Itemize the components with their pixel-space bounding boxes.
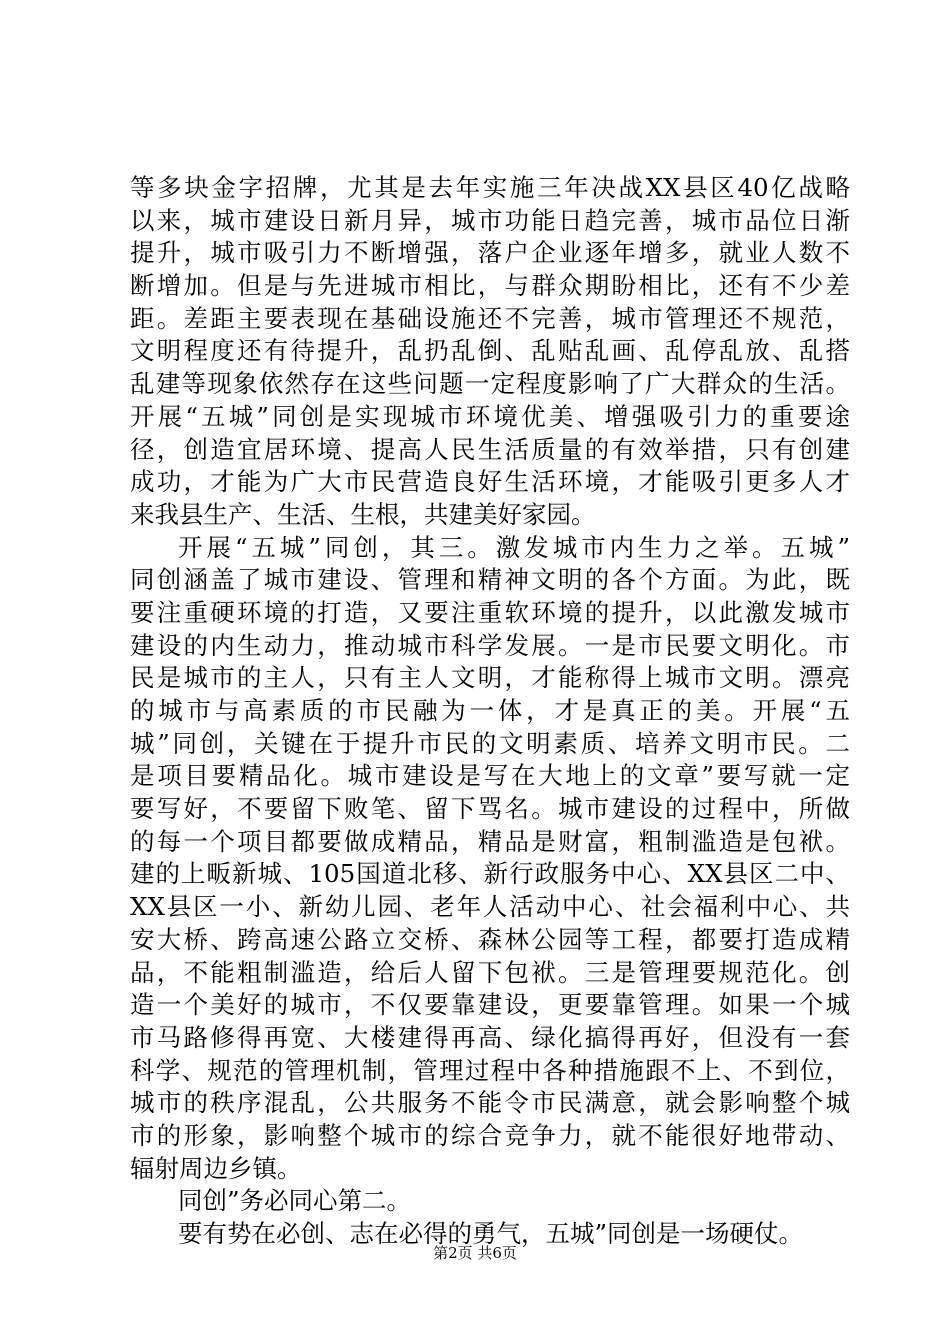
text-line: 安大桥、跨高速公路立交桥、森林公园等工程，都要打造成精 [130,924,850,954]
paragraph [130,532,850,1186]
text-line: 开展“五城”同创，其三。激发城市内生力之举。五城” [178,532,850,562]
text-line: 同创涵盖了城市建设、管理和精神文明的各个方面。为此，既 [130,565,850,595]
text-line: 建的上畈新城、105国道北移、新行政服务中心、XX县区二中、 [130,859,850,889]
paragraph [130,1185,850,1218]
text-line: 来我县生产、生活、生根，共建美好家园。 [130,499,596,529]
text-line: 断增加。但是与先进城市相比，与群众期盼相比，还有不少差 [130,271,850,301]
text-line: 城市的秩序混乱，公共服务不能令市民满意，就会影响整个城 [130,1088,850,1118]
text-line: 市的形象，影响整个城市的综合竞争力，就不能很好地带动、 [130,1120,850,1150]
text-line: 提升，城市吸引力不断增强，落户企业逐年增多，就业人数不 [130,238,850,268]
text-line: 以来，城市建设日新月异，城市功能日趋完善，城市品位日渐 [130,205,850,235]
text-line: 的城市与高素质的市民融为一体，才是真正的美。开展“五 [130,696,850,725]
page-footer [0,1243,950,1263]
document-body [130,172,850,1251]
text-line: 市马路修得再宽、大楼建得再高、绿化搞得再好，但没有一套 [130,1022,850,1052]
text-line: 民是城市的主人，只有主人文明，才能称得上城市文明。漂亮 [130,663,850,693]
text-line: 品，不能粗制滥造，给后人留下包袱。三是管理要规范化。创 [130,957,850,987]
text-line: 距。差距主要表现在基础设施还不完善，城市管理还不规范， [130,303,850,333]
text-line: 等多块金字招牌，尤其是去年实施三年决战XX县区40亿战略 [130,173,850,202]
text-line: 乱建等现象依然存在这些问题一定程度影响了广大群众的生活。 [130,369,850,399]
text-line: 的每一个项目都要做成精品，精品是财富，粗制滥造是包袱。 [130,826,850,856]
text-line: 文明程度还有待提升，乱扔乱倒、乱贴乱画、乱停乱放、乱搭 [130,336,850,366]
text-line: 城”同创，关键在于提升市民的文明素质、培养文明市民。二 [130,728,850,758]
text-line: 同创”务必同心第二。 [178,1186,412,1216]
text-line: 造一个美好的城市，不仅要靠建设，更要靠管理。如果一个城 [130,990,850,1020]
text-line: 辐射周边乡镇。 [130,1153,302,1183]
page-number: 第2页 共6页 [433,1244,517,1262]
text-line: 建设的内生动力，推动城市科学发展。一是市民要文明化。市 [130,630,850,660]
text-line: 要有势在必创、志在必得的勇气，五城”同创是一场硬仗。 [178,1219,804,1248]
text-line: 成功，才能为广大市民营造良好生活环境，才能吸引更多人才 [130,467,850,497]
text-line: XX县区一小、新幼儿园、老年人活动中心、社会福利中心、共 [130,892,850,922]
text-line: 径，创造宜居环境、提高人民生活质量的有效举措，只有创建 [130,434,850,464]
paragraph [130,172,850,532]
text-line: 要写好，不要留下败笔、留下骂名。城市建设的过程中，所做 [130,794,850,824]
text-line: 要注重硬环境的打造，又要注重软环境的提升，以此激发城市 [130,597,850,627]
text-line: 开展“五城”同创是实现城市环境优美、增强吸引力的重要途 [130,401,850,431]
text-line: 科学、规范的管理机制，管理过程中各种措施跟不上、不到位， [130,1055,850,1085]
text-line: 是项目要精品化。城市建设是写在大地上的文章”要写就一定 [130,761,850,791]
